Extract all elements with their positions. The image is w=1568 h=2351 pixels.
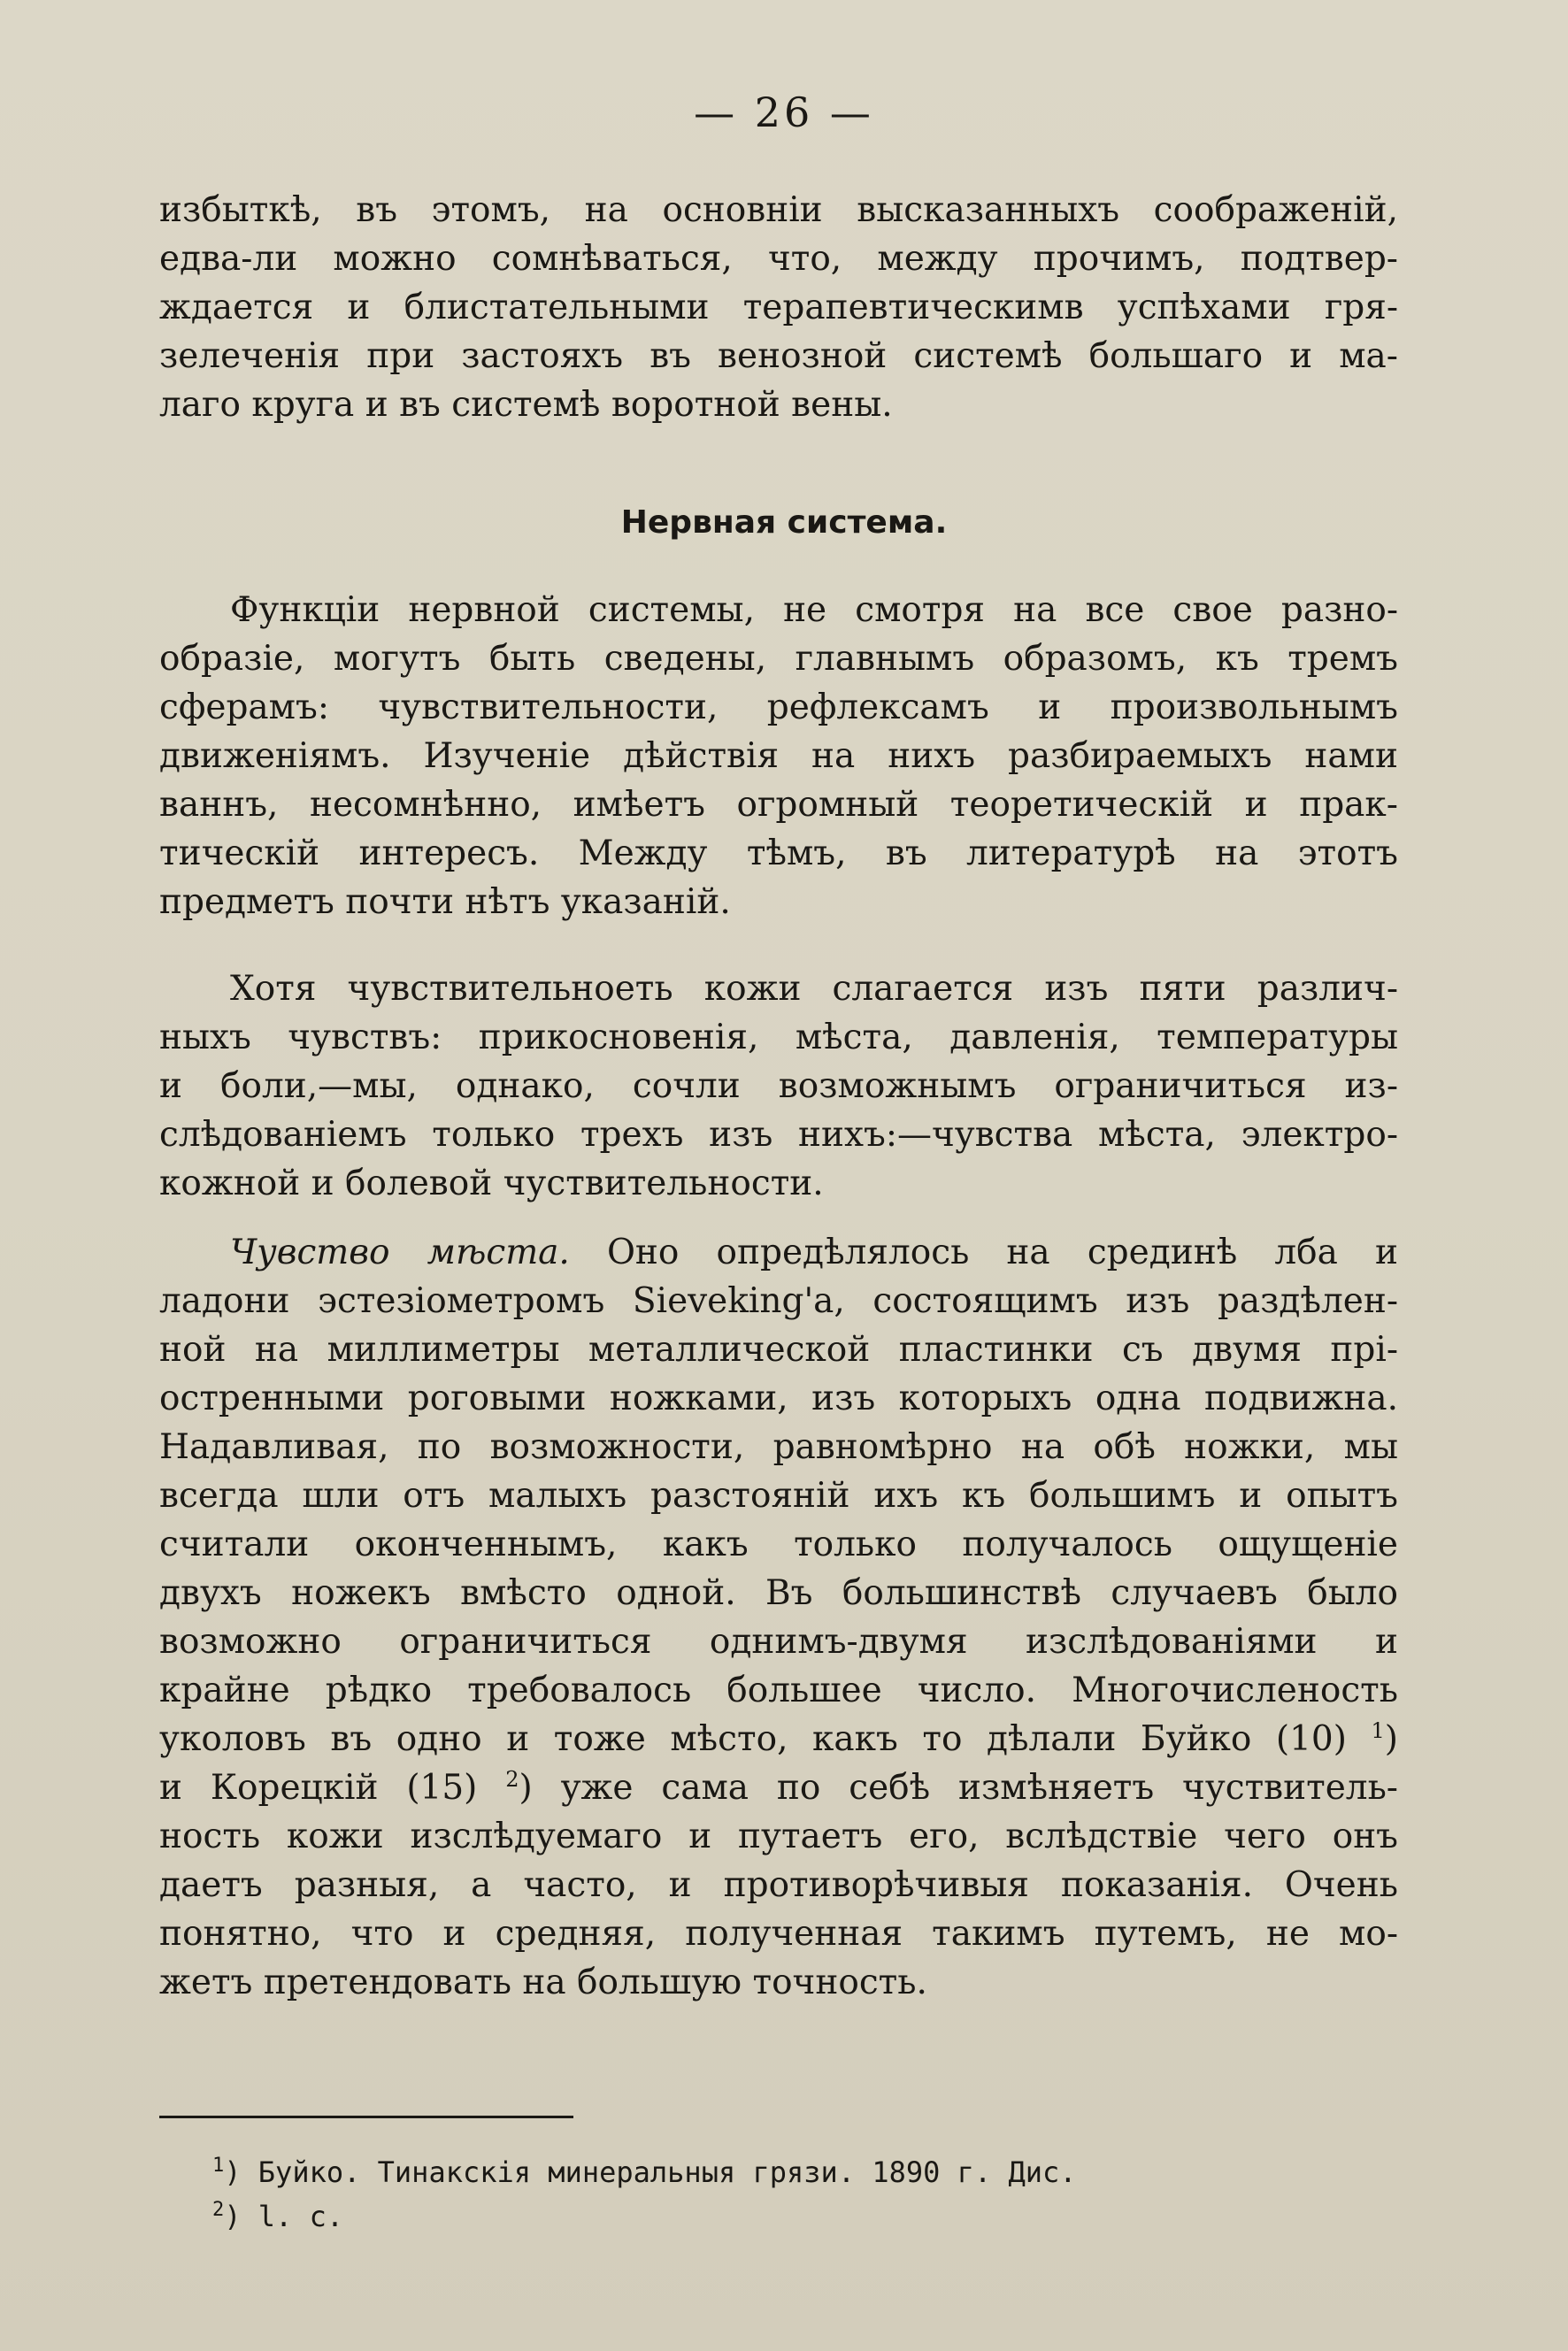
text-line: ваннъ, несомнѣнно, имѣетъ огромный теоретическій и прак- — [159, 785, 1398, 825]
ref-text: уколовъ въ одно и тоже мѣсто, какъ то дѣлали Буйко (10) — [159, 1719, 1347, 1759]
footnote-text: ) Буйко. Тинакскія минеральныя грязи. 1890 г. Дис. — [224, 2155, 1077, 2189]
ref-text: и Корецкій (15) — [159, 1768, 478, 1808]
text-line: сферамъ: чувствительности, рефлексамъ и произвольнымъ — [159, 688, 1398, 727]
text-line: считали оконченнымъ, какъ только получалось ощущеніе — [159, 1525, 1398, 1564]
page-number: — 26 — — [694, 88, 874, 136]
text-line: зелеченія при застояхъ въ венозной системѣ большаго и ма- — [159, 336, 1398, 376]
paragraph-sense-of-place — [159, 1228, 1398, 2007]
footnote-divider — [159, 2116, 573, 2118]
text-line: избыткѣ, въ этомъ, на основніи высказанныхъ соображеній, — [159, 190, 1398, 230]
footnote-mark: 2 — [212, 2199, 225, 2221]
text-line: и боли,—мы, однако, сочли возможнымъ ограничиться из- — [159, 1066, 1398, 1106]
text-line: Надавливая, по возможности, равномѣрно на обѣ ножки, мы — [159, 1427, 1398, 1467]
text-line: едва-ли можно сомнѣваться, что, между прочимъ, подтвер- — [159, 239, 1398, 279]
text-line: жетъ претендовать на большую точность. — [159, 1963, 927, 2002]
text-line: Функціи нервной системы, не смотря на все свое разно- — [230, 590, 1398, 630]
paragraph-sensitivity — [159, 964, 1398, 1208]
text-line: уколовъ въ одно и тоже мѣсто, какъ то дѣлали Буйко (10) $^1$) — [159, 1718, 1398, 1759]
text-line: тическій интересъ. Между тѣмъ, въ литературѣ на этотъ — [159, 834, 1398, 873]
text-line: Хотя чувствительноеть кожи слагается изъ пяти различ- — [230, 969, 1398, 1009]
footnote-1 — [212, 2150, 1363, 2194]
italic-lead: Чувство мѣста. — [230, 1233, 570, 1272]
text-line: крайне рѣдко требовалось большее число. Многочисленость — [159, 1671, 1398, 1710]
text-line: ность кожи изслѣдуемаго и путаетъ его, вслѣдствіе чего онъ — [159, 1817, 1398, 1856]
text-line: кожной и болевой чуствительности. — [159, 1164, 824, 1203]
section-title: Нервная система. — [620, 504, 948, 541]
footnote-mark: 1 — [212, 2155, 225, 2177]
text-line — [159, 1228, 1398, 1277]
footnote-text: ) l. с. — [224, 2200, 344, 2233]
text-line: движеніямъ. Изученіе дѣйствія на нихъ разбираемыхъ нами — [159, 736, 1398, 776]
text-line: ныхъ чувствъ: прикосновенія, мѣста, давленія, температуры — [159, 1018, 1398, 1057]
text-line: ждается и блистательными терапевтическимв успѣхами гря- — [159, 288, 1398, 327]
text-line: всегда шли отъ малыхъ разстояній ихъ къ большимъ и опытъ — [159, 1476, 1398, 1516]
text-line: возможно ограничиться однимъ-двумя изслѣдованіями и — [159, 1622, 1398, 1662]
text-line: слѣдованіемъ только трехъ изъ нихъ:—чувства мѣста, электро- — [159, 1115, 1398, 1155]
footnote-ref-1[interactable]: 1 — [1371, 1718, 1385, 1743]
footnotes — [212, 2150, 1363, 2239]
text-line: остренными роговыми ножками, изъ которыхъ одна подвижна. — [159, 1379, 1398, 1418]
text-line: лаго круга и въ системѣ воротной вены. — [159, 385, 893, 425]
footnote-ref-2[interactable]: 2 — [505, 1767, 519, 1792]
ref-text-rest: уже сама по себѣ измѣняетъ чуствитель- — [532, 1768, 1398, 1808]
footnote-2 — [212, 2194, 1363, 2239]
text-line: даетъ разныя, а часто, и противорѣчивыя показанія. Очень — [159, 1865, 1398, 1905]
text-line: двухъ ножекъ вмѣсто одной. Въ большинствѣ случаевъ было — [159, 1573, 1398, 1613]
text-line: ной на миллиметры металлической пластинки съ двумя прі- — [159, 1330, 1398, 1370]
paragraph-nervous-functions — [159, 586, 1398, 926]
paragraph-top — [159, 186, 1398, 429]
text-line: понятно, что и средняя, полученная такимъ путемъ, не мо- — [159, 1914, 1398, 1954]
text-line: ладони эстезіометромъ Sieveking'а, состоящимъ изъ раздѣлен- — [159, 1281, 1398, 1321]
text-line: и Корецкій (15) $^2$) уже сама по себѣ измѣняетъ чуствитель- — [159, 1767, 1398, 1808]
lead-rest: Оно опредѣлялось на срединѣ лба и — [569, 1233, 1398, 1272]
text-line: предметъ почти нѣтъ указаній. — [159, 882, 731, 922]
text-line: образіе, могутъ быть сведены, главнымъ образомъ, къ тремъ — [159, 639, 1398, 679]
